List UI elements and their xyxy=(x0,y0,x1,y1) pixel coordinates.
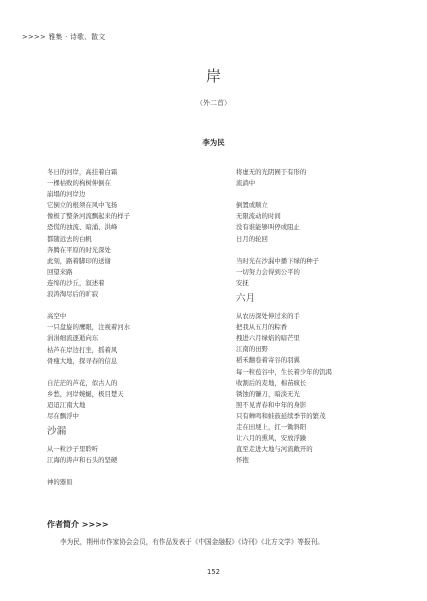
poem-line: 冬日的河岸，高挂着白霜 xyxy=(47,168,118,176)
stanza xyxy=(236,200,406,244)
poem-line: 迢迢江南大地 xyxy=(47,400,86,409)
poem-line: 锈蚀的镰刀，暗淡无光 xyxy=(236,389,300,398)
poem-line: 回望来路 xyxy=(47,267,73,276)
poem-line: 江南的田野 xyxy=(236,345,268,354)
poem-line: 崩塌的河岸边 xyxy=(47,190,86,199)
poem-line: 倒置或顺立 xyxy=(236,201,268,210)
poem-line: 它倒立的根须在风中飞扬 xyxy=(47,201,118,210)
section-title-hourglass: 沙漏 xyxy=(47,426,67,438)
poem-line: 一切努力会得到公平的 xyxy=(236,267,300,276)
poem-line: 走在田埂上，扛一锄斜阳 xyxy=(236,422,307,431)
poem-line: 自茫茫的芦花，似古人的 xyxy=(47,378,118,387)
poem-line: 高空中 xyxy=(47,312,67,321)
poem-line: 怀抱 xyxy=(236,456,249,465)
poem-line: 从农历深处伸过来的手 xyxy=(236,312,300,321)
poem-line: 流淌中 xyxy=(236,179,256,188)
poem-line: 无限流动的时间 xyxy=(236,212,281,221)
poem-line: 奔腾在平原的时光深处 xyxy=(47,245,111,254)
poem-line: 没有谁能够叫停或阻止 xyxy=(236,223,300,232)
poem-line: 骨瘦大地，探寻春的信息 xyxy=(47,356,118,365)
author-name: 李为民 xyxy=(202,138,225,147)
poem-line: 恐慌的浊流、暗涌、洪峰 xyxy=(47,223,118,232)
poem-line: 稻禾翻卷着寄谷的羽翼 xyxy=(236,356,300,365)
right-column xyxy=(236,167,406,466)
bio-text: 李为民，荆州市作家协会会员，有作品发表于《中国金融报》《诗刊》《北方文学》等报刊。 xyxy=(60,538,324,546)
stanza xyxy=(236,167,406,189)
poem-line: 让六月的熏风，安放浮躁 xyxy=(236,434,307,443)
section-title-june: 六月 xyxy=(236,293,256,305)
stanza xyxy=(47,477,217,488)
poem-line: 江海的涛声和石头的坚硬 xyxy=(47,456,118,465)
poem-line: 尽在飘浮中 xyxy=(47,412,79,421)
poem-line: 乡愁，河岸婉蜒，极目楚天 xyxy=(47,389,124,398)
poem-title: 岸 xyxy=(205,67,221,85)
left-column xyxy=(47,167,217,489)
poem-line: 收割后的麦地，棉苗疯长 xyxy=(236,378,307,387)
poem-line: 从一粒沙子里聆听 xyxy=(47,445,99,454)
poem-line: 每一粒苞谷中，生长着少年的饥渴 xyxy=(236,367,332,376)
poem-line: 照不见青春和中年的身影 xyxy=(236,400,307,409)
poem-line: 涓涓细流逐逝向东 xyxy=(47,334,99,343)
stanza xyxy=(47,444,217,466)
poem-line: 一棵枯败的枸树伸倒在 xyxy=(47,179,111,188)
poem-line: 都随远去的白帆 xyxy=(47,234,92,243)
poem-line: 只有蝉鸣和蛙鼓延续季节的繁茂 xyxy=(236,411,326,420)
poem-line: 将虚无的光阴囿于有形的 xyxy=(236,168,307,176)
poem-line: 直至走进大地与河流敞开的 xyxy=(236,445,313,454)
poem-line: 连绵的沙丘，叙述着 xyxy=(47,278,105,287)
poem-line: 安抚 xyxy=(236,278,249,287)
poem-line: 像极了整条河流飘起来的样子 xyxy=(47,212,131,221)
poem-line: 日月的轮回 xyxy=(236,234,268,243)
page-number: 152 xyxy=(207,568,220,576)
stanza xyxy=(47,378,217,422)
poem-line: 枯芦在岸边打坐，摇着风 xyxy=(47,345,118,354)
poem-line: 把我从五月的粽香 xyxy=(236,323,288,332)
poem-line: 神的器皿 xyxy=(47,478,73,487)
poem-subtitle: （外二首） xyxy=(196,99,231,107)
poem-line: 一只盘旋的鹰眼，注视着河水 xyxy=(47,323,131,332)
poem-line: 浪涛淘尽后的旷寂 xyxy=(47,290,99,299)
stanza xyxy=(236,256,406,289)
bio-heading: 作者简介 >>>> xyxy=(47,520,109,529)
stanza xyxy=(47,311,217,366)
poem-line: 此刻，路着脚印的送谢 xyxy=(47,256,111,265)
running-head: >>>> 雅集 · 诗歌、散文 xyxy=(22,33,106,41)
stanza xyxy=(47,167,217,300)
poem-line: 拽进六月绿焰的暗芒里 xyxy=(236,334,300,343)
stanza xyxy=(236,311,406,466)
poem-line: 当时光在沙漏中播下绿的种子 xyxy=(236,256,320,265)
